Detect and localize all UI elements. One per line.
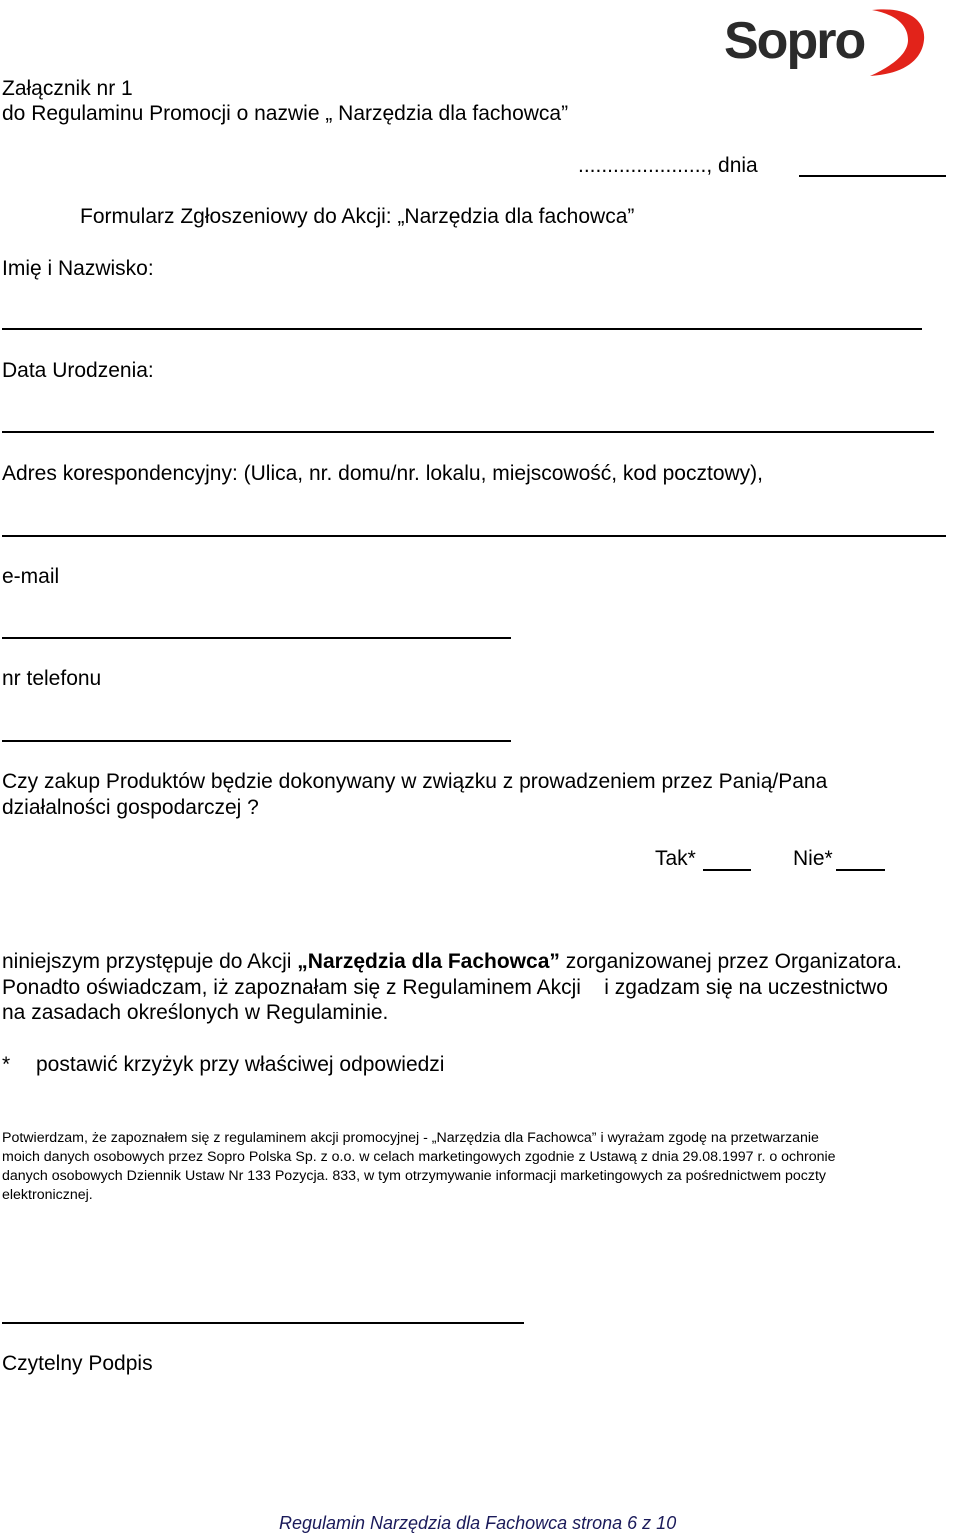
declaration-line3: na zasadach określonych w Regulaminie. <box>2 1001 389 1024</box>
yes-option-field[interactable] <box>703 869 751 871</box>
birth-date-label: Data Urodzenia: <box>2 359 154 382</box>
phone-field[interactable] <box>2 740 511 742</box>
address-field[interactable] <box>2 535 946 537</box>
declaration-text-post: zorganizowanej przez Organizatora. <box>559 950 902 973</box>
form-title: Formularz Zgłoszeniowy do Akcji: „Narzędzia dla fachowca” <box>80 205 635 228</box>
no-option-field[interactable] <box>836 869 885 871</box>
name-label: Imię i Nazwisko: <box>2 257 154 280</box>
action-name: „Narzędzia dla Fachowca” <box>297 950 560 973</box>
signature-label: Czytelny Podpis <box>2 1352 153 1375</box>
email-field[interactable] <box>2 637 511 639</box>
business-question-line2: działalności gospodarczej ? <box>2 796 259 819</box>
declaration-text-pre: niniejszym przystępuje do Akcji <box>2 950 298 973</box>
date-prefix: ......................, dnia <box>578 154 758 177</box>
signature-field[interactable] <box>2 1322 524 1324</box>
date-field[interactable] <box>799 175 946 177</box>
consent-line3: danych osobowych Dziennik Ustaw Nr 133 Pozycja. 833, w tym otrzymywanie informacji marketingowych za pośrednictwem poczty <box>2 1168 826 1184</box>
consent-line4: elektronicznej. <box>2 1187 93 1203</box>
consent-line2: moich danych osobowych przez Sopro Polska Sp. z o.o. w celach marketingowych zgodnie z Ustawą z dnia 29.08.1997 r. o ochronie <box>2 1149 836 1165</box>
declaration-line1 <box>2 950 902 974</box>
name-field[interactable] <box>2 328 922 330</box>
email-label: e-mail <box>2 565 60 588</box>
business-question-line1: Czy zakup Produktów będzie dokonywany w związku z prowadzeniem przez Panią/Pana <box>2 770 828 793</box>
yes-option-label: Tak* <box>655 847 696 870</box>
note-asterisk: * <box>2 1053 11 1076</box>
page-footer: Regulamin Narzędzia dla Fachowca strona 6 z 10 <box>279 1513 677 1533</box>
annex-subtitle: do Regulaminu Promocji o nazwie „ Narzędzia dla fachowca” <box>2 102 569 125</box>
logo-text: Sopro <box>724 12 865 70</box>
declaration-line2: Ponadto oświadczam, iż zapoznałam się z Regulaminem Akcji i zgadzam się na uczestnictwo <box>2 976 888 999</box>
address-label: Adres korespondencyjny: (Ulica, nr. domu/nr. lokalu, miejscowość, kod pocztowy), <box>2 462 763 485</box>
annex-number: Załącznik nr 1 <box>2 77 133 100</box>
sopro-logo <box>722 2 926 78</box>
no-option-label: Nie* <box>793 847 833 870</box>
phone-label: nr telefonu <box>2 667 102 690</box>
consent-line1: Potwierdzam, że zapoznałem się z regulaminem akcji promocyjnej - „Narzędzia dla Fachowca” i wyrażam zgodę na przetwarzanie <box>2 1130 819 1146</box>
birth-date-field[interactable] <box>2 431 934 433</box>
note-text: postawić krzyżyk przy właściwej odpowiedzi <box>36 1053 445 1076</box>
